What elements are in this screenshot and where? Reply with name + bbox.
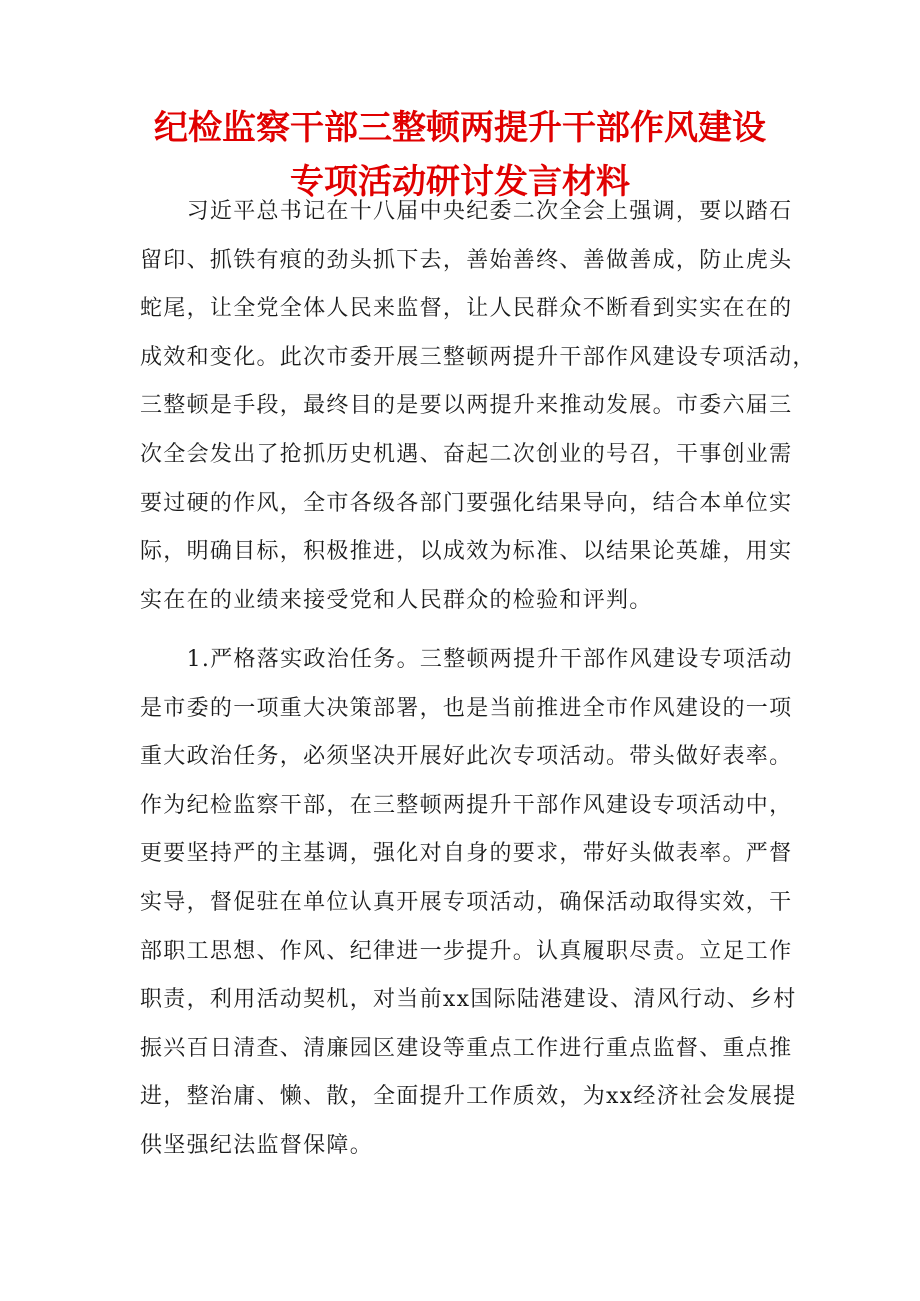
paragraph-line: 部职工思想、作风、纪律进一步提升。认真履职尽责。立足工作 [140,938,793,964]
paragraph-line: 次全会发出了抢抓历史机遇、奋起二次创业的号召，干事创业需 [140,441,793,467]
paragraph-section-1 [140,636,797,1171]
paragraph-line: 习近平总书记在十八届中央纪委二次全会上强调，要以踏石 [140,199,793,224]
paragraph-line: 际，明确目标，积极推进，以成效为标准、以结果论英雄，用实 [140,539,793,565]
paragraph-line: 实导，督促驻在单位认真开展专项活动，确保活动取得实效，干 [140,889,793,915]
paragraph-line: 1.严格落实政治任务。三整顿两提升干部作风建设专项活动 [140,647,793,672]
paragraph-line: 蛇尾，让全党全体人民来监督，让人民群众不断看到实实在在的 [140,296,793,322]
paragraph-line: 作为纪检监察干部，在三整顿两提升干部作风建设专项活动中， [140,792,793,818]
document-title-line-1: 纪检监察干部三整顿两提升干部作风建设 [154,108,766,148]
paragraph-line: 职责，利用活动契机，对当前xx国际陆港建设、清风行动、乡村 [140,987,797,1013]
paragraph-line: 更要坚持严的主基调，强化对自身的要求，带好头做表率。严督 [140,841,793,867]
paragraph-line: 供坚强纪法监督保障。 [140,1132,374,1158]
paragraph-line: 成效和变化。此次市委开展三整顿两提升干部作风建设专项活动， [140,344,816,370]
paragraph-line: 实在在的业绩来接受党和人民群众的检验和评判。 [140,587,653,613]
paragraph-line: 要过硬的作风，全市各级各部门要强化结果导向，结合本单位实 [140,490,793,516]
paragraph-line: 重大政治任务，必须坚决开展好此次专项活动。带头做好表率。 [140,744,793,770]
paragraph-line: 进，整治庸、懒、散，全面提升工作质效，为xx经济社会发展提 [140,1084,797,1110]
paragraph-line: 是市委的一项重大决策部署，也是当前推进全市作风建设的一项 [140,695,793,721]
paragraph-intro [140,188,816,625]
paragraph-line: 留印、抓铁有痕的劲头抓下去，善始善终、善做善成，防止虎头 [140,247,793,273]
paragraph-line: 振兴百日清查、清廉园区建设等重点工作进行重点监督、重点推 [140,1035,793,1061]
document-title-line-2: 专项活动研讨发言材料 [290,162,630,202]
paragraph-line: 三整顿是手段，最终目的是要以两提升来推动发展。市委六届三 [140,393,793,419]
